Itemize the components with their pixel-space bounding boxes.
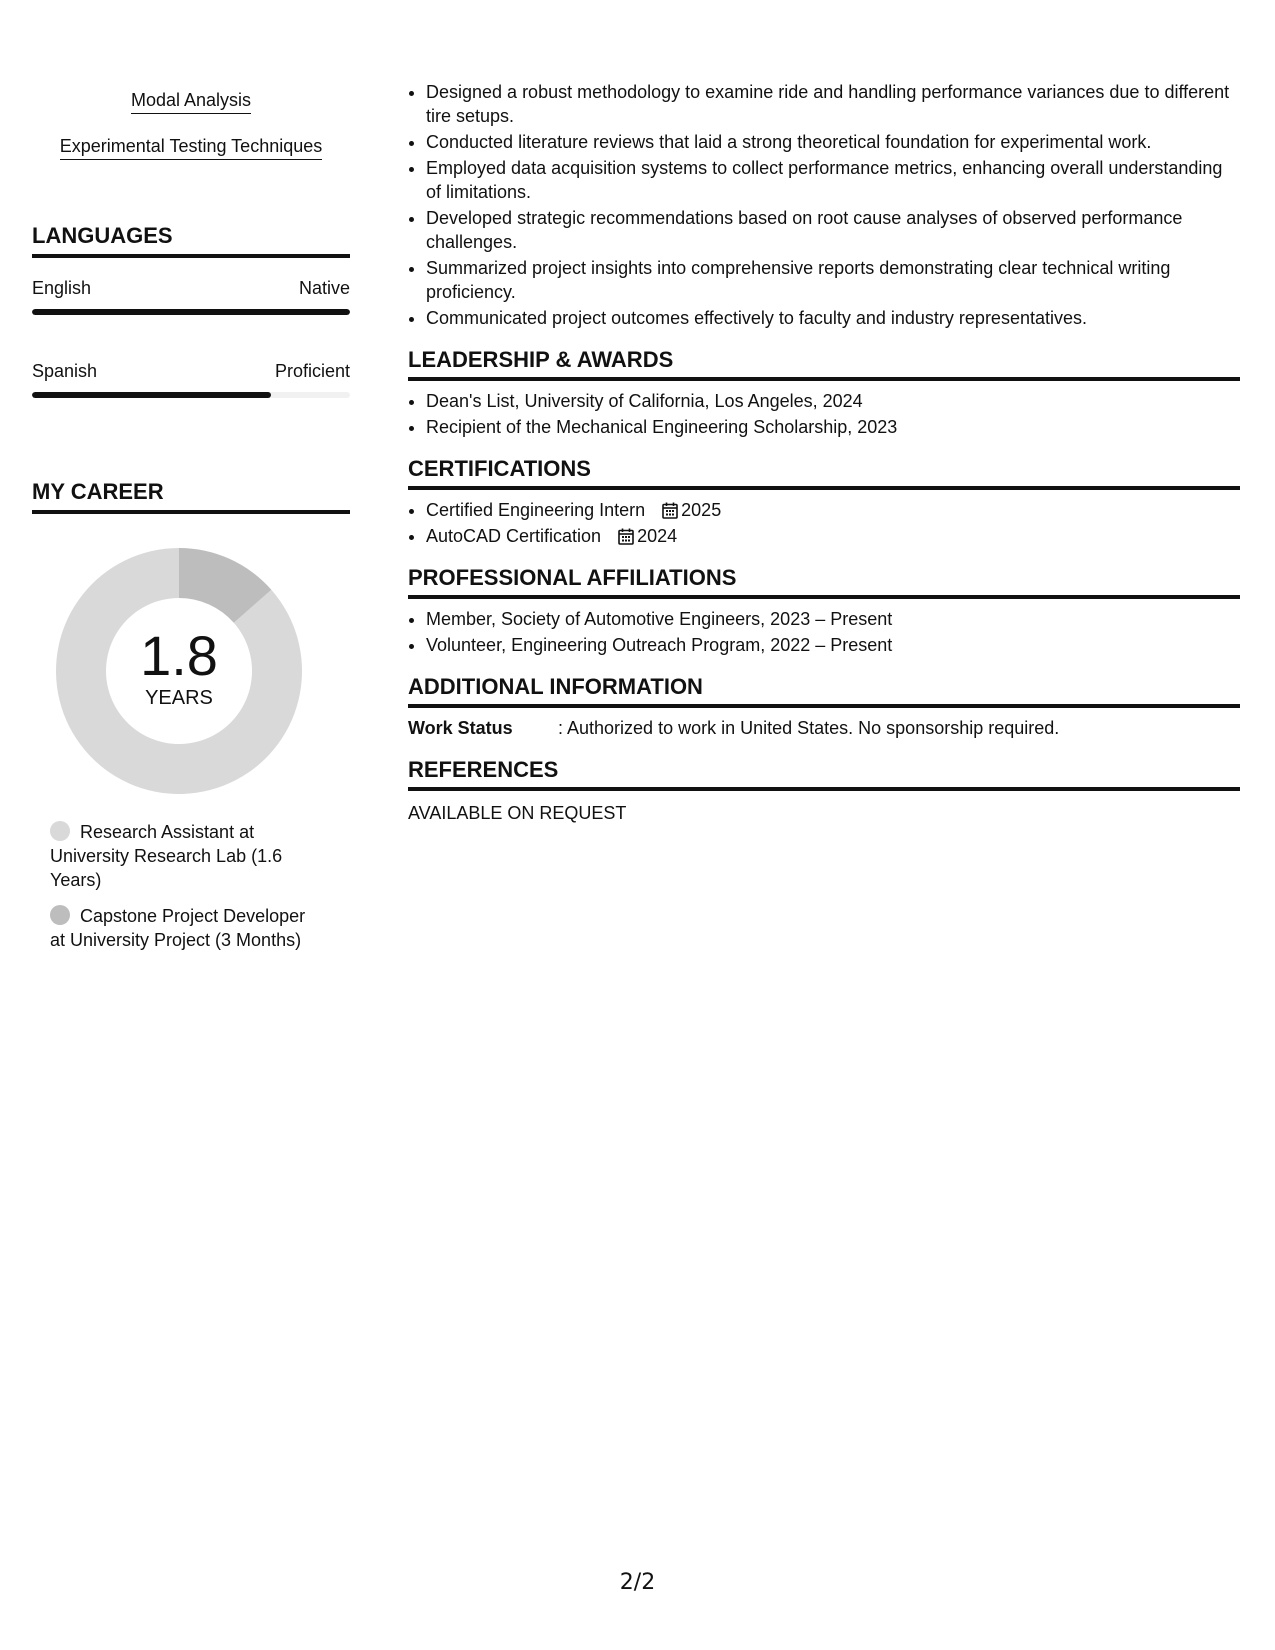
proficiency-bar-fill xyxy=(32,392,271,398)
work-status-value: : Authorized to work in United States. No sponsorship required. xyxy=(558,718,1060,738)
certifications-title: CERTIFICATIONS xyxy=(408,455,1240,490)
references-text: AVAILABLE ON REQUEST xyxy=(408,803,627,823)
page-number: 2/2 xyxy=(619,1570,656,1595)
work-status-row xyxy=(408,716,1240,740)
career-section xyxy=(32,478,350,952)
language-level: Proficient xyxy=(274,361,350,381)
main-column xyxy=(408,80,1240,825)
list-item: • Conducted literature reviews that laid a strong theoretical foundation for experimental work. xyxy=(426,130,1240,154)
certification-name: Certified Engineering Intern xyxy=(426,500,646,520)
list-item: • Communicated project outcomes effectively to faculty and industry representatives. xyxy=(426,306,1240,330)
certifications-section xyxy=(408,455,1240,548)
work-status-label: Work Status xyxy=(408,718,513,738)
legend-label: Capstone Project Developer at University Project (3 Months) xyxy=(50,906,306,950)
list-item: • Recipient of the Mechanical Engineering Scholarship, 2023 xyxy=(426,415,1240,439)
certification-year: 2024 xyxy=(637,526,678,546)
certification-name: AutoCAD Certification xyxy=(426,526,602,546)
career-title: MY CAREER xyxy=(32,478,350,514)
list-item: • Summarized project insights into comprehensive reports demonstrating clear technical writing proficiency. xyxy=(426,256,1240,304)
legend-label: Research Assistant at University Research Lab (1.6 Years) xyxy=(50,822,283,890)
affiliations-title: PROFESSIONAL AFFILIATIONS xyxy=(408,564,1240,599)
skill-tag: Modal Analysis xyxy=(131,88,251,114)
calendar-icon xyxy=(662,502,678,519)
languages-title: LANGUAGES xyxy=(32,222,350,258)
language-name: Spanish xyxy=(32,361,98,381)
career-years-unit: YEARS xyxy=(145,687,213,709)
list-item: • Developed strategic recommendations based on root cause analyses of observed performance challenges. xyxy=(426,206,1240,254)
list-item: • Dean's List, University of California, Los Angeles, 2024 xyxy=(426,389,1240,413)
legend-item xyxy=(50,904,320,952)
skills-list xyxy=(32,80,350,172)
proficiency-bar xyxy=(32,309,350,315)
references-section xyxy=(408,756,1240,825)
leadership-section xyxy=(408,346,1240,439)
languages-section xyxy=(32,222,350,398)
experience-bullets xyxy=(408,80,1240,330)
language-row xyxy=(32,276,350,315)
additional-info-section xyxy=(408,673,1240,740)
certification-item xyxy=(426,498,1240,522)
proficiency-bar-fill xyxy=(32,309,350,315)
leadership-title: LEADERSHIP & AWARDS xyxy=(408,346,1240,381)
legend-dot xyxy=(50,821,70,841)
list-item: • Volunteer, Engineering Outreach Program, 2022 – Present xyxy=(426,633,1240,657)
proficiency-bar xyxy=(32,392,350,398)
language-row xyxy=(32,359,350,398)
language-level: Native xyxy=(298,278,350,298)
sidebar xyxy=(32,80,350,964)
career-legend xyxy=(50,820,320,952)
career-years-value: 1.8 xyxy=(140,624,218,687)
legend-item xyxy=(50,820,320,892)
career-donut-chart xyxy=(56,548,302,794)
affiliations-section xyxy=(408,564,1240,657)
list-item: • Employed data acquisition systems to collect performance metrics, enhancing overall understanding of limitations. xyxy=(426,156,1240,204)
additional-info-title: ADDITIONAL INFORMATION xyxy=(408,673,1240,708)
skill-tag: Experimental Testing Techniques xyxy=(60,134,323,160)
list-item: • Designed a robust methodology to examine ride and handling performance variances due to different tire setups. xyxy=(426,80,1240,128)
language-name: English xyxy=(32,278,92,298)
references-title: REFERENCES xyxy=(408,756,1240,791)
certification-item xyxy=(426,524,1240,548)
calendar-icon xyxy=(618,528,634,545)
legend-dot xyxy=(50,905,70,925)
certification-year: 2025 xyxy=(681,500,722,520)
list-item: • Member, Society of Automotive Engineers, 2023 – Present xyxy=(426,607,1240,631)
